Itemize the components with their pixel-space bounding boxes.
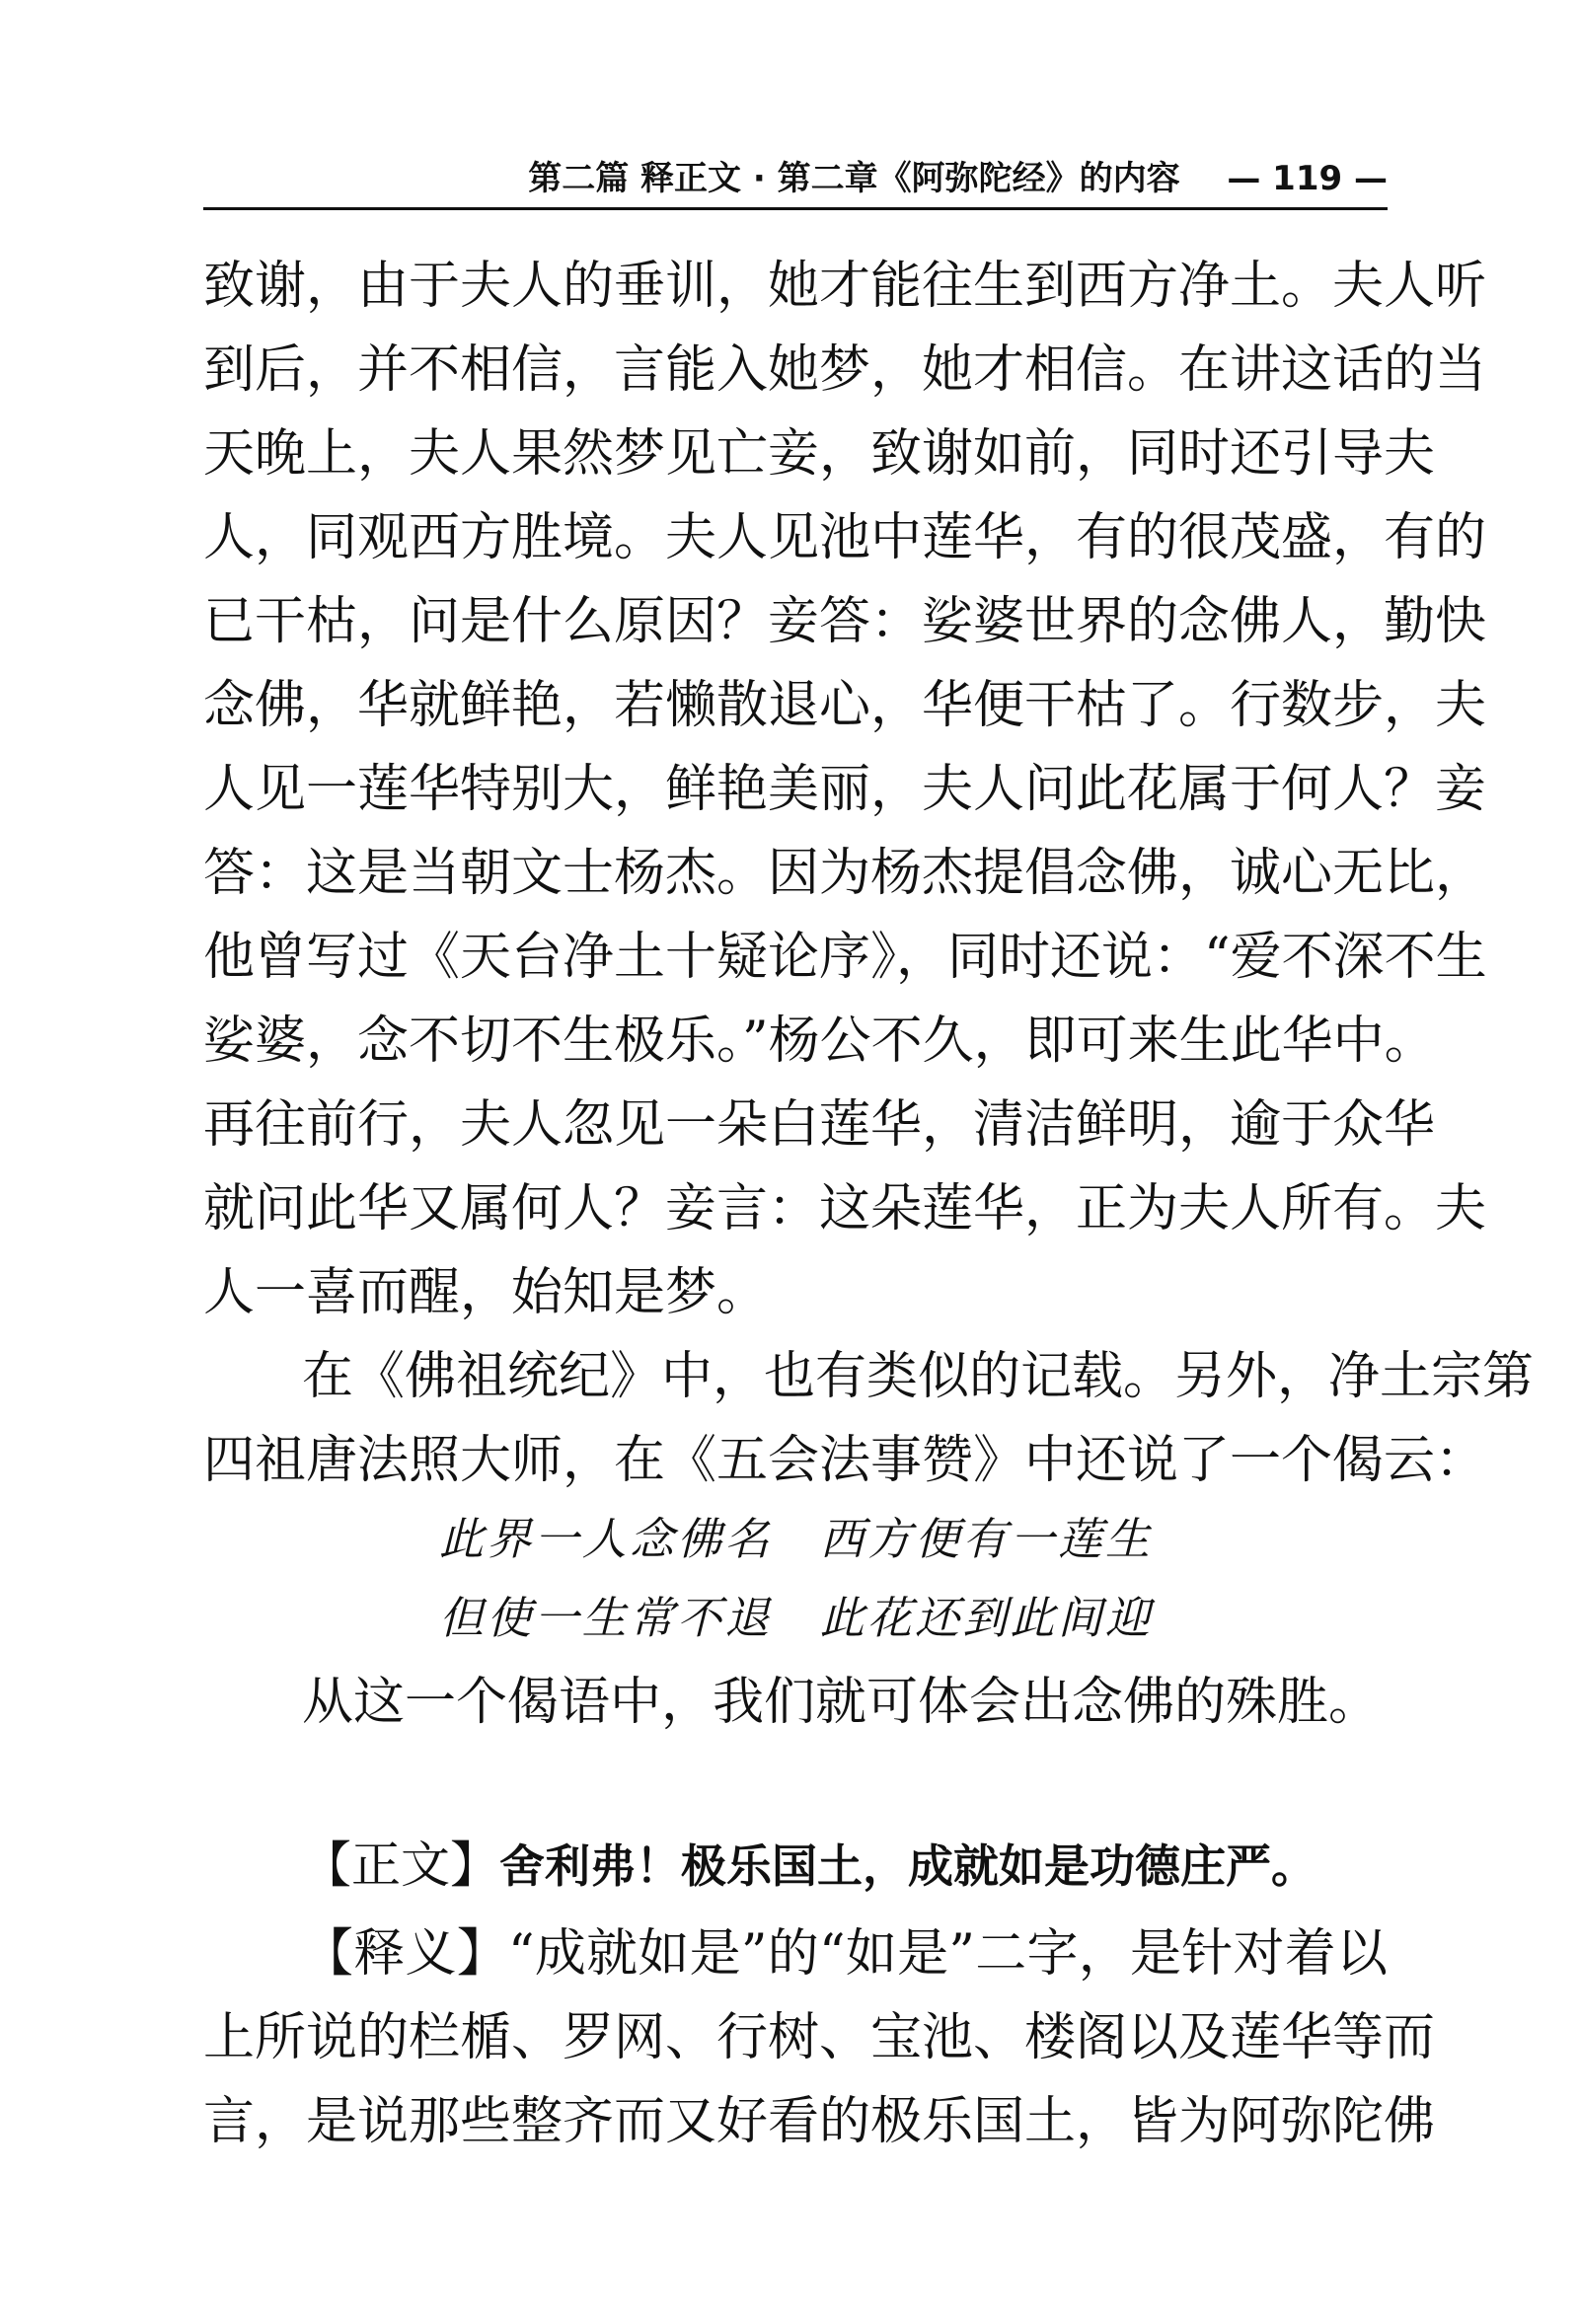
text-line: 四祖唐法照大师，在《五会法事赞》中还说了一个偈云： <box>203 1431 1487 1490</box>
text-line: 从这一个偈语中，我们就可体会出念佛的殊胜。 <box>302 1673 1381 1732</box>
page-number: — 119 — <box>1227 159 1388 198</box>
running-header <box>203 154 1388 203</box>
text-line: 人一喜而醒，始知是梦。 <box>203 1263 769 1322</box>
shiyi-label: 【释义】 <box>302 1924 509 1984</box>
text-line: 人见一莲华特别大，鲜艳美丽，夫人问此花属于何人？妾 <box>203 760 1487 819</box>
text-line: 他曾写过《天台净土十疑论序》，同时还说：“爱不深不生 <box>203 928 1487 987</box>
text-line: 已干枯，问是什么原因？妾答：娑婆世界的念佛人，勤快 <box>203 592 1487 651</box>
text-line: 答：这是当朝文士杨杰。因为杨杰提倡念佛，诚心无比， <box>203 844 1487 903</box>
text-line: 就问此华又属何人？妾言：这朵莲华，正为夫人所有。夫 <box>203 1179 1487 1238</box>
verse-line: 此界一人念佛名 西方便有一莲生 <box>439 1513 1150 1565</box>
header-title: 第二篇 释正文 · 第二章《阿弥陀经》的内容 <box>528 159 1180 198</box>
zhengwen-text: 舍利弗！极乐国土，成就如是功德庄严。 <box>499 1839 1316 1893</box>
verse-line: 但使一生常不退 此花还到此间迎 <box>439 1592 1150 1644</box>
shiyi-first-line <box>302 1914 1388 1993</box>
text-line: 到后，并不相信，言能入她梦，她才相信。在讲这话的当 <box>203 340 1487 400</box>
text-line: 在《佛祖统纪》中，也有类似的记载。另外，净土宗第 <box>302 1347 1535 1406</box>
zhengwen-label: 【正文】 <box>302 1837 499 1894</box>
text-line: 天晚上，夫人果然梦见亡妾，致谢如前，同时还引导夫 <box>203 424 1436 484</box>
text-line: 言，是说那些整齐而又好看的极乐国土，皆为阿弥陀佛 <box>203 2092 1436 2151</box>
text-line: 娑婆，念不切不生极乐。”杨公不久，即可来生此华中。 <box>203 1012 1436 1071</box>
text-line: 念佛，华就鲜艳，若懒散退心，华便干枯了。行数步，夫 <box>203 676 1487 735</box>
header-rule <box>203 207 1388 210</box>
text-line: 人，同观西方胜境。夫人见池中莲华，有的很茂盛，有的 <box>203 508 1487 567</box>
shiyi-text: “成就如是”的“如是”二字，是针对着以 <box>508 1924 1388 1984</box>
text-line: 致谢，由于夫人的垂训，她才能往生到西方净土。夫人听 <box>203 257 1487 316</box>
text-line: 再往前行，夫人忽见一朵白莲华，清洁鲜明，逾于众华 <box>203 1095 1436 1155</box>
text-line: 上所说的栏楯、罗网、行树、宝池、楼阁以及莲华等而 <box>203 2008 1436 2067</box>
zhengwen-section <box>302 1826 1316 1905</box>
